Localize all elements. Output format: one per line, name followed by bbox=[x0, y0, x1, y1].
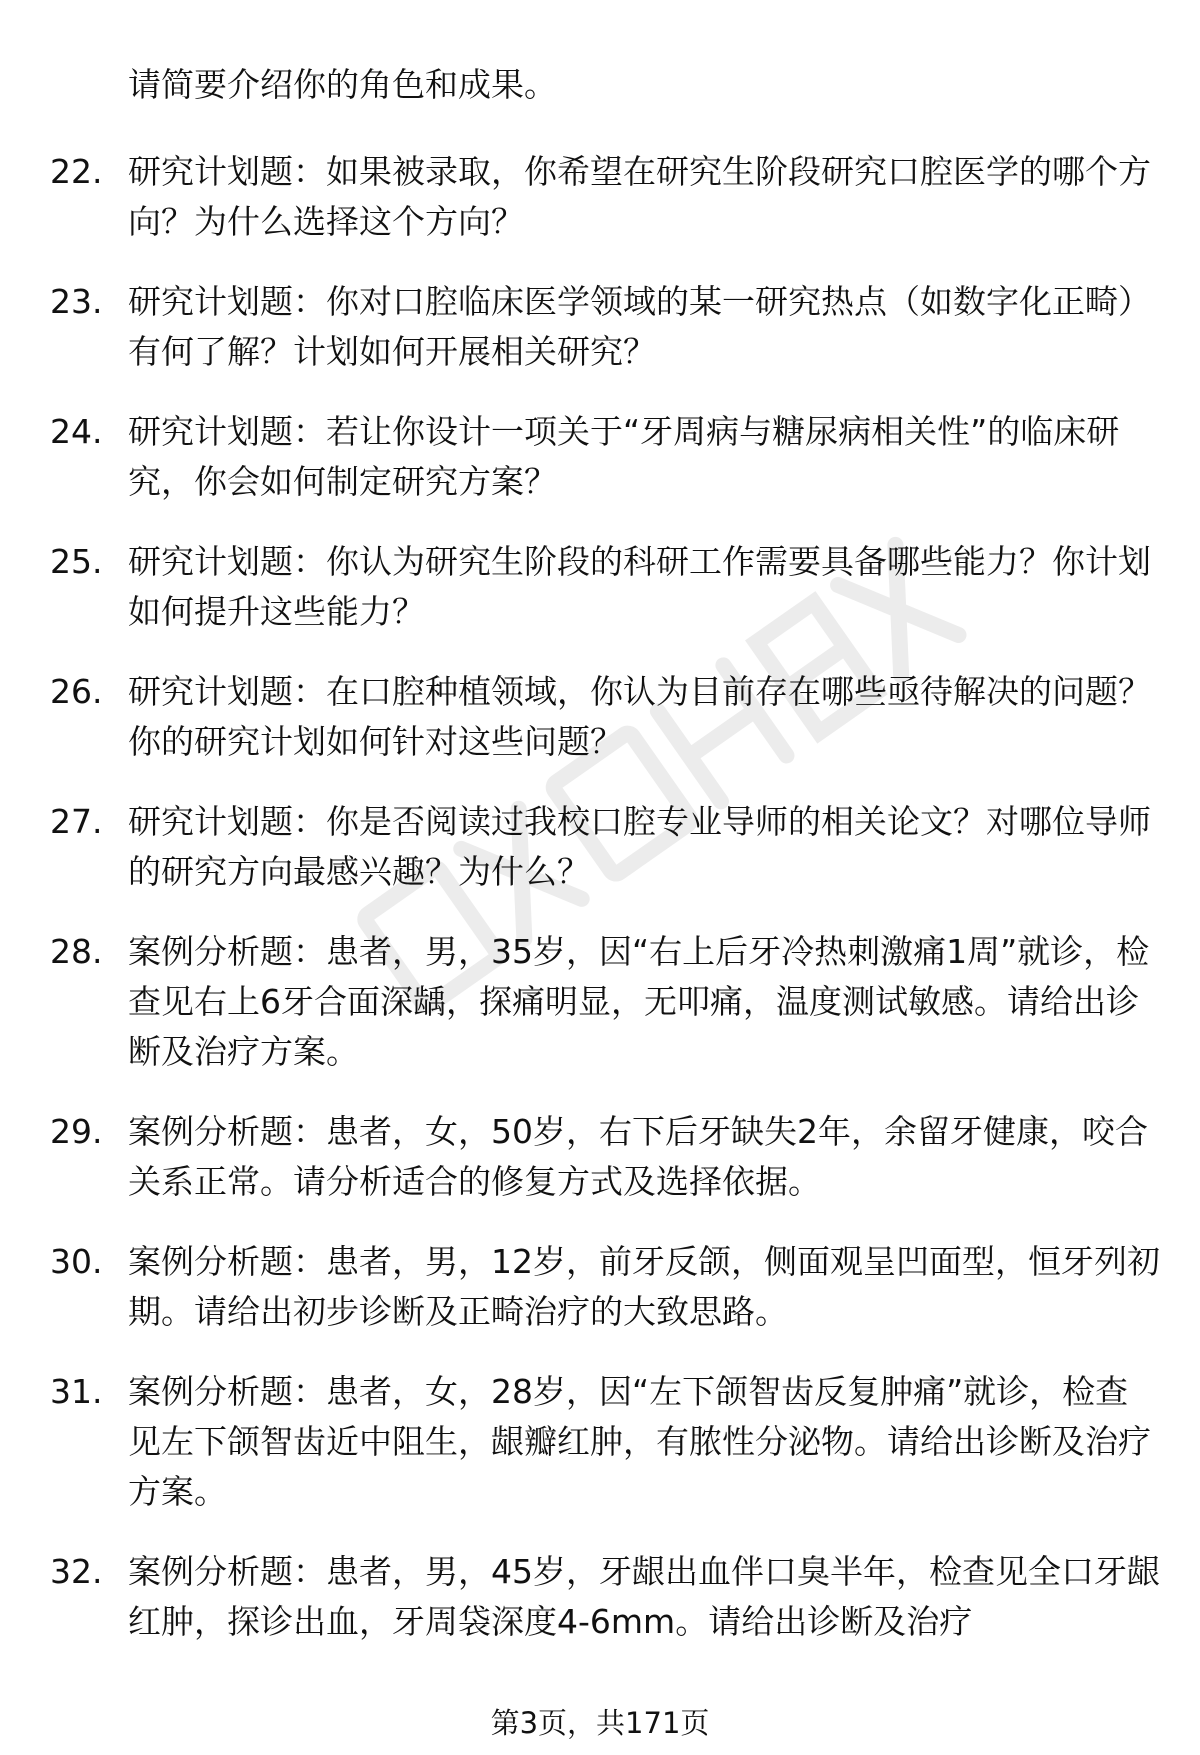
item-number: 24. bbox=[50, 412, 103, 451]
list-item bbox=[50, 667, 1160, 767]
list-item bbox=[50, 147, 1160, 247]
item-number: 23. bbox=[50, 282, 103, 321]
list-item bbox=[50, 277, 1160, 377]
item-number: 22. bbox=[50, 152, 103, 191]
item-number: 32. bbox=[50, 1552, 103, 1591]
item-text: 研究计划题：如果被录取，你希望在研究生阶段研究口腔医学的哪个方向？为什么选择这个方向？ bbox=[128, 152, 1151, 241]
list-item bbox=[50, 1107, 1160, 1207]
item-text: 案例分析题：患者，女，50岁，右下后牙缺失2年，余留牙健康，咬合关系正常。请分析适合的修复方式及选择依据。 bbox=[128, 1112, 1148, 1201]
list-item bbox=[50, 1237, 1160, 1337]
item-number: 25. bbox=[50, 542, 103, 581]
list-item bbox=[50, 407, 1160, 507]
item-text: 案例分析题：患者，男，12岁，前牙反颌，侧面观呈凹面型，恒牙列初期。请给出初步诊断及正畸治疗的大致思路。 bbox=[128, 1242, 1160, 1331]
list-item bbox=[50, 927, 1160, 1077]
list-item bbox=[50, 797, 1160, 897]
item-text: 案例分析题：患者，男，35岁，因“右上后牙冷热刺激痛1周”就诊，检查见右上6牙合面深龋，探痛明显，无叩痛，温度测试敏感。请给出诊断及治疗方案。 bbox=[128, 932, 1150, 1071]
page-footer: 第3页，共171页 bbox=[490, 1706, 710, 1740]
item-text: 案例分析题：患者，女，28岁，因“左下颌智齿反复肿痛”就诊，检查见左下颌智齿近中阻生，龈瓣红肿，有脓性分泌物。请给出诊断及治疗方案。 bbox=[128, 1372, 1151, 1511]
item-number: 26. bbox=[50, 672, 103, 711]
list-item bbox=[50, 537, 1160, 637]
item-number: 29. bbox=[50, 1112, 103, 1151]
item-text: 研究计划题：在口腔种植领域，你认为目前存在哪些亟待解决的问题？你的研究计划如何针对这些问题？ bbox=[128, 672, 1151, 761]
item-number: 27. bbox=[50, 802, 103, 841]
item-text: 研究计划题：你是否阅读过我校口腔专业导师的相关论文？对哪位导师的研究方向最感兴趣？为什么？ bbox=[128, 802, 1151, 891]
list-item bbox=[50, 1367, 1160, 1517]
question-list bbox=[50, 147, 1160, 1677]
item-text: 研究计划题：你认为研究生阶段的科研工作需要具备哪些能力？你计划如何提升这些能力？ bbox=[128, 542, 1151, 631]
item-number: 28. bbox=[50, 932, 103, 971]
item-text: 案例分析题：患者，男，45岁，牙龈出血伴口臭半年，检查见全口牙龈红肿，探诊出血，牙周袋深度4-6mm。请给出诊断及治疗 bbox=[128, 1552, 1160, 1641]
item-text: 研究计划题：若让你设计一项关于“牙周病与糖尿病相关性”的临床研究，你会如何制定研究方案？ bbox=[128, 412, 1120, 501]
item-number: 31. bbox=[50, 1372, 103, 1411]
item-text: 研究计划题：你对口腔临床医学领域的某一研究热点（如数字化正畸）有何了解？计划如何开展相关研究？ bbox=[128, 282, 1151, 371]
list-item bbox=[50, 1547, 1160, 1647]
item-number: 30. bbox=[50, 1242, 103, 1281]
continuation-text: 请简要介绍你的角色和成果。 bbox=[128, 65, 557, 104]
